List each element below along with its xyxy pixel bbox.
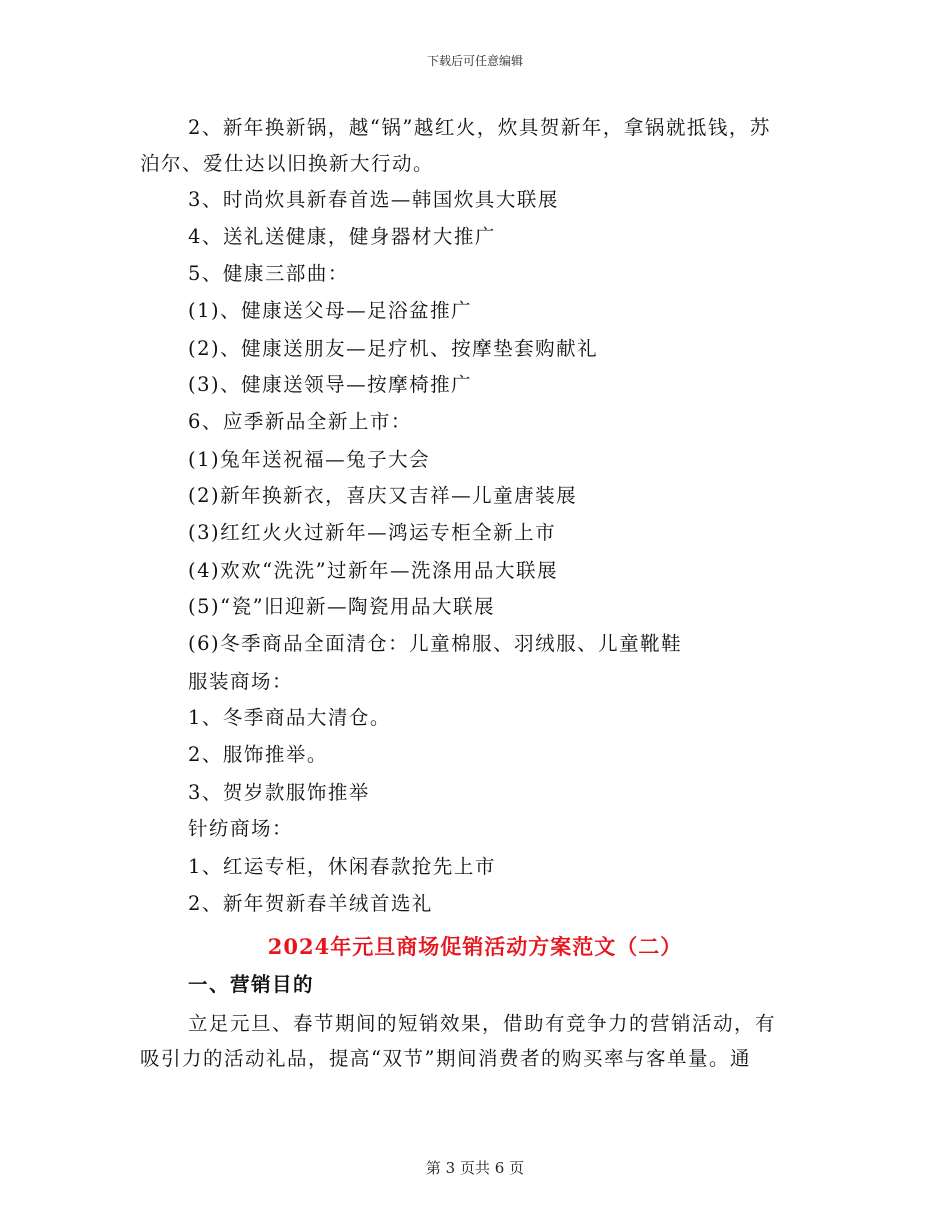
body-line: (6)冬季商品全面清仓：儿童棉服、羽绒服、儿童靴鞋 — [188, 632, 683, 655]
body-line: 2、新年贺新春羊绒首选礼 — [188, 892, 433, 915]
body-line: 2、服饰推举。 — [188, 743, 328, 766]
body-line: (3)、健康送领导—按摩椅推广 — [188, 373, 473, 396]
page-header: 下载后可任意编辑 — [426, 54, 523, 68]
body-line: (1)、健康送父母—足浴盆推广 — [188, 299, 473, 322]
paragraph-line: 立足元旦、春节期间的短销效果，借助有竞争力的营销活动，有 — [188, 1012, 777, 1035]
body-line: (5)“瓷”旧迎新—陶瓷用品大联展 — [188, 595, 496, 618]
body-line: 针纺商场： — [188, 817, 294, 840]
body-line: 泊尔、爱仕达以旧换新大行动。 — [140, 152, 435, 175]
body-line: (1)兔年送祝福—兔子大会 — [188, 448, 431, 471]
page-footer: 第 3 页共 6 页 — [425, 1159, 525, 1177]
body-line: 2、新年换新锅，越“锅”越红火，炊具贺新年，拿锅就抵钱，苏 — [188, 116, 771, 139]
paragraph-line: 吸引力的活动礼品，提高“双节”期间消费者的购买率与客单量。通 — [140, 1047, 751, 1070]
body-line: 3、贺岁款服饰推举 — [188, 781, 370, 804]
body-line: 1、红运专柜，休闲春款抢先上市 — [188, 855, 496, 878]
body-line: 4、送礼送健康，健身器材大推广 — [188, 225, 496, 248]
body-line: 1、冬季商品大清仓。 — [188, 706, 391, 729]
body-line: 3、时尚炊具新春首选—韩国炊具大联展 — [188, 188, 559, 211]
body-line: 服装商场： — [188, 670, 294, 693]
section-title: 2024年元旦商场促销活动方案范文（二） — [267, 934, 683, 959]
body-line: (2)、健康送朋友—足疗机、按摩垫套购献礼 — [188, 337, 599, 360]
body-line: (3)红红火火过新年—鸿运专柜全新上市 — [188, 521, 557, 544]
body-line: 5、健康三部曲： — [188, 262, 349, 285]
section-heading: 一、营销目的 — [188, 973, 315, 996]
body-line: (2)新年换新衣，喜庆又吉祥—儿童唐装展 — [188, 484, 578, 507]
body-line: (4)欢欢“洗洗”过新年—洗涤用品大联展 — [188, 559, 559, 582]
body-line: 6、应季新品全新上市： — [188, 410, 412, 433]
